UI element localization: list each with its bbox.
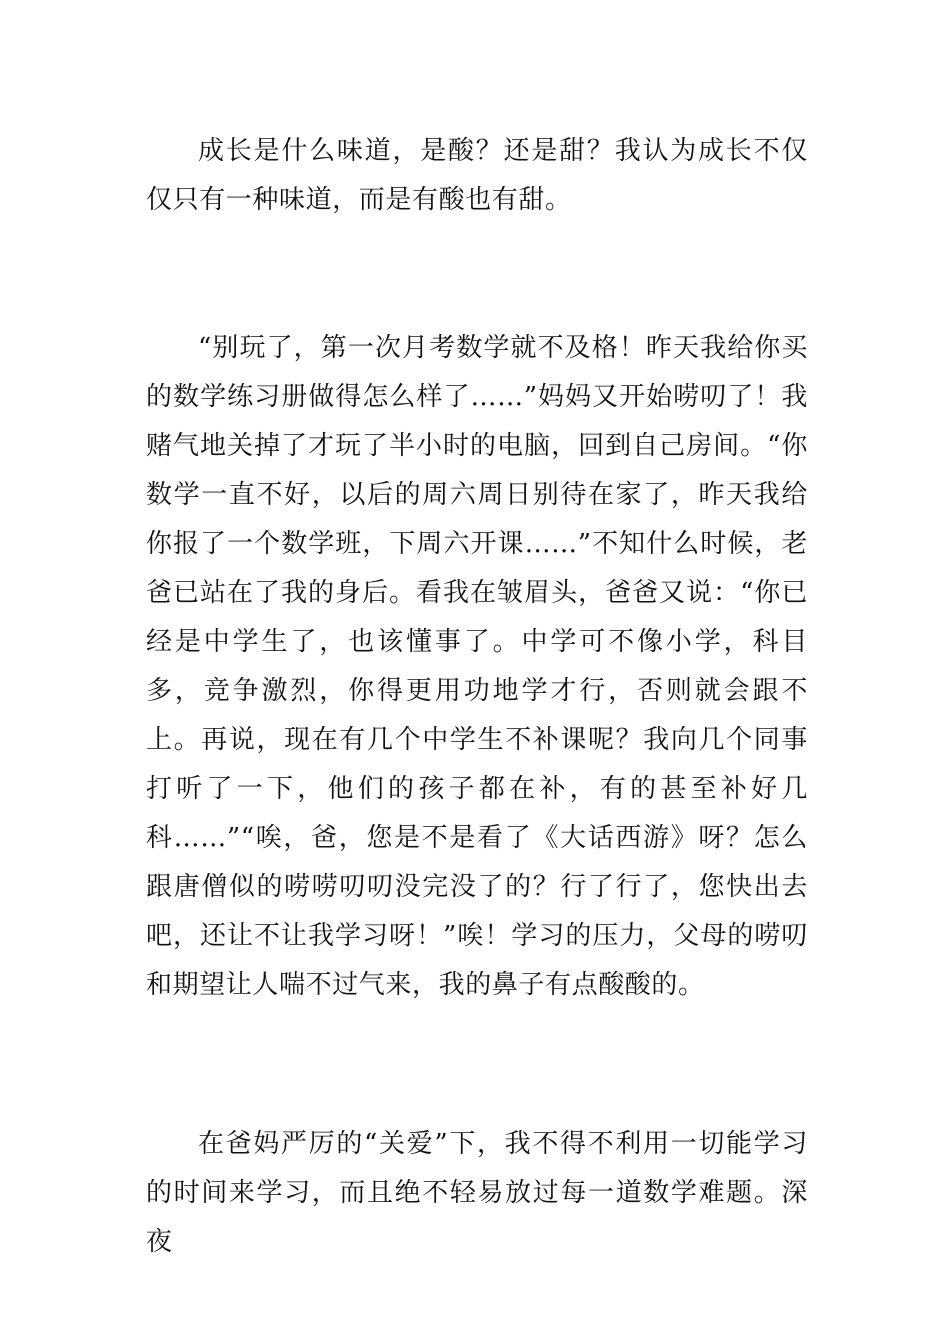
paragraph-3: 在爸妈严厉的“关爱”下，我不得不利用一切能学习的时间来学习，而且绝不轻易放过每一道数学难题。深夜 bbox=[146, 1129, 808, 1257]
paragraph-2: “别玩了，第一次月考数学就不及格！昨天我给你买的数学练习册做得怎么样了……”妈妈又开始唠叨了！我赌气地关掉了才玩了半小时的电脑，回到自己房间。“你数学一直不好，以后的周六周日别待在家了，昨天我给你报了一个数学班，下周六开课……”不知什么时候，老爸已站在了我的身后。看我在皱眉头，爸爸又说：“你已经是中学生了，也该懂事了。中学可不像小学，科目多，竞争激烈，你得更用功地学才行，否则就会跟不上。再说，现在有几个中学生不补课呢？我向几个同事打听了一下，他们的孩子都在补，有的甚至补好几科……”“唉，爸，您是不是看了《大话西游》呀？怎么跟唐僧似的唠唠叨叨没完没了的？行了行了，您快出去吧，还让不让我学习呀！”唉！学习的压力，父母的唠叨和期望让人喘不过气来，我的鼻子有点酸酸的。 bbox=[146, 333, 808, 1000]
paragraph-1: 成长是什么味道，是酸？还是甜？我认为成长不仅仅只有一种味道，而是有酸也有甜。 bbox=[146, 136, 808, 215]
